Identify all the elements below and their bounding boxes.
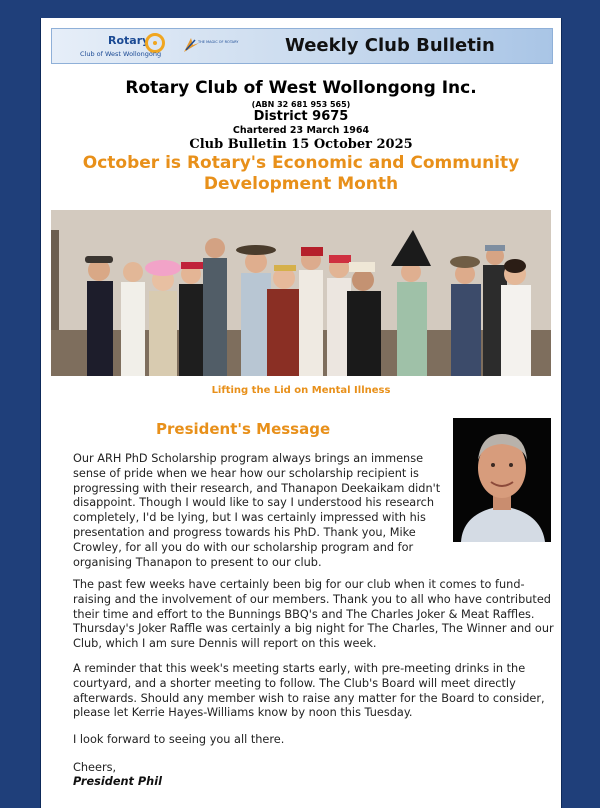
district: District 9675 (253, 109, 349, 124)
message-paragraph-4: I look forward to seeing you all there. (73, 733, 285, 746)
message-paragraph-3: A reminder that this week's meeting starts early, with pre-meeting drinks in the courtyard, and a shorter meeting to follow. The Club's Board will meet directly afterwards. Should any member wish to raise any matter for the Board to consider, please let Kerrie Hayes-Williams know by noon this Tuesday. (73, 662, 545, 720)
closing-line: Cheers, (73, 761, 117, 774)
president-signature: President Phil (73, 775, 162, 788)
abn-number: (ABN 32 681 953 565) (251, 100, 351, 109)
header-banner (51, 28, 553, 64)
month-theme-text: October is Rotary's Economic and Community Development Month (82, 153, 520, 194)
month-theme (41, 153, 561, 195)
group-photo-illustration (51, 210, 551, 376)
president-portrait (453, 418, 551, 542)
club-name: Rotary Club of West Wollongong Inc. (125, 78, 477, 98)
rotary-logo-subtitle: Club of West Wollongong (80, 50, 162, 58)
partner-logo-text: THE MAGIC OF ROTARY (198, 40, 239, 44)
bulletin-date: Club Bulletin 15 October 2025 (189, 137, 413, 152)
presidents-message-heading: President's Message (156, 420, 331, 438)
message-paragraph-1: Our ARH PhD Scholarship program always brings an immense sense of pride when we hear how our scholarship recipient is progressing with their research, and Thanapon Deekaikam didn't disappoint. Though I would like to say I understood his research completely, I'd be lying, but I was certainly impressed with his presentation and progress towards his PhD. Thank you, Mike Crowley, for all you do with our scholarship program and for organising Thanapon to present to our club. (73, 452, 441, 569)
bulletin-page (40, 18, 562, 808)
message-paragraph-2: The past few weeks have certainly been big for our club when it comes to fund-raising and the involvement of our members. Thank you to all who have contributed their time and effort to the Bunnings BBQ's and The Charles Joker & Meat Raffles. Thursday's Joker Raffle was certainly a big night for The Charles, The Winner and our Club, which I am sure Dennis will report on this week. (73, 578, 554, 651)
photo-caption: Lifting the Lid on Mental Illness (211, 385, 391, 396)
magic-of-rotary-logo-icon (180, 34, 202, 56)
group-photo (51, 210, 551, 376)
chartered-date: Chartered 23 March 1964 (232, 125, 370, 136)
rotary-logo-text: Rotary (108, 34, 150, 47)
bulletin-title: Weekly Club Bulletin (285, 35, 495, 56)
president-portrait-illustration (453, 418, 551, 542)
